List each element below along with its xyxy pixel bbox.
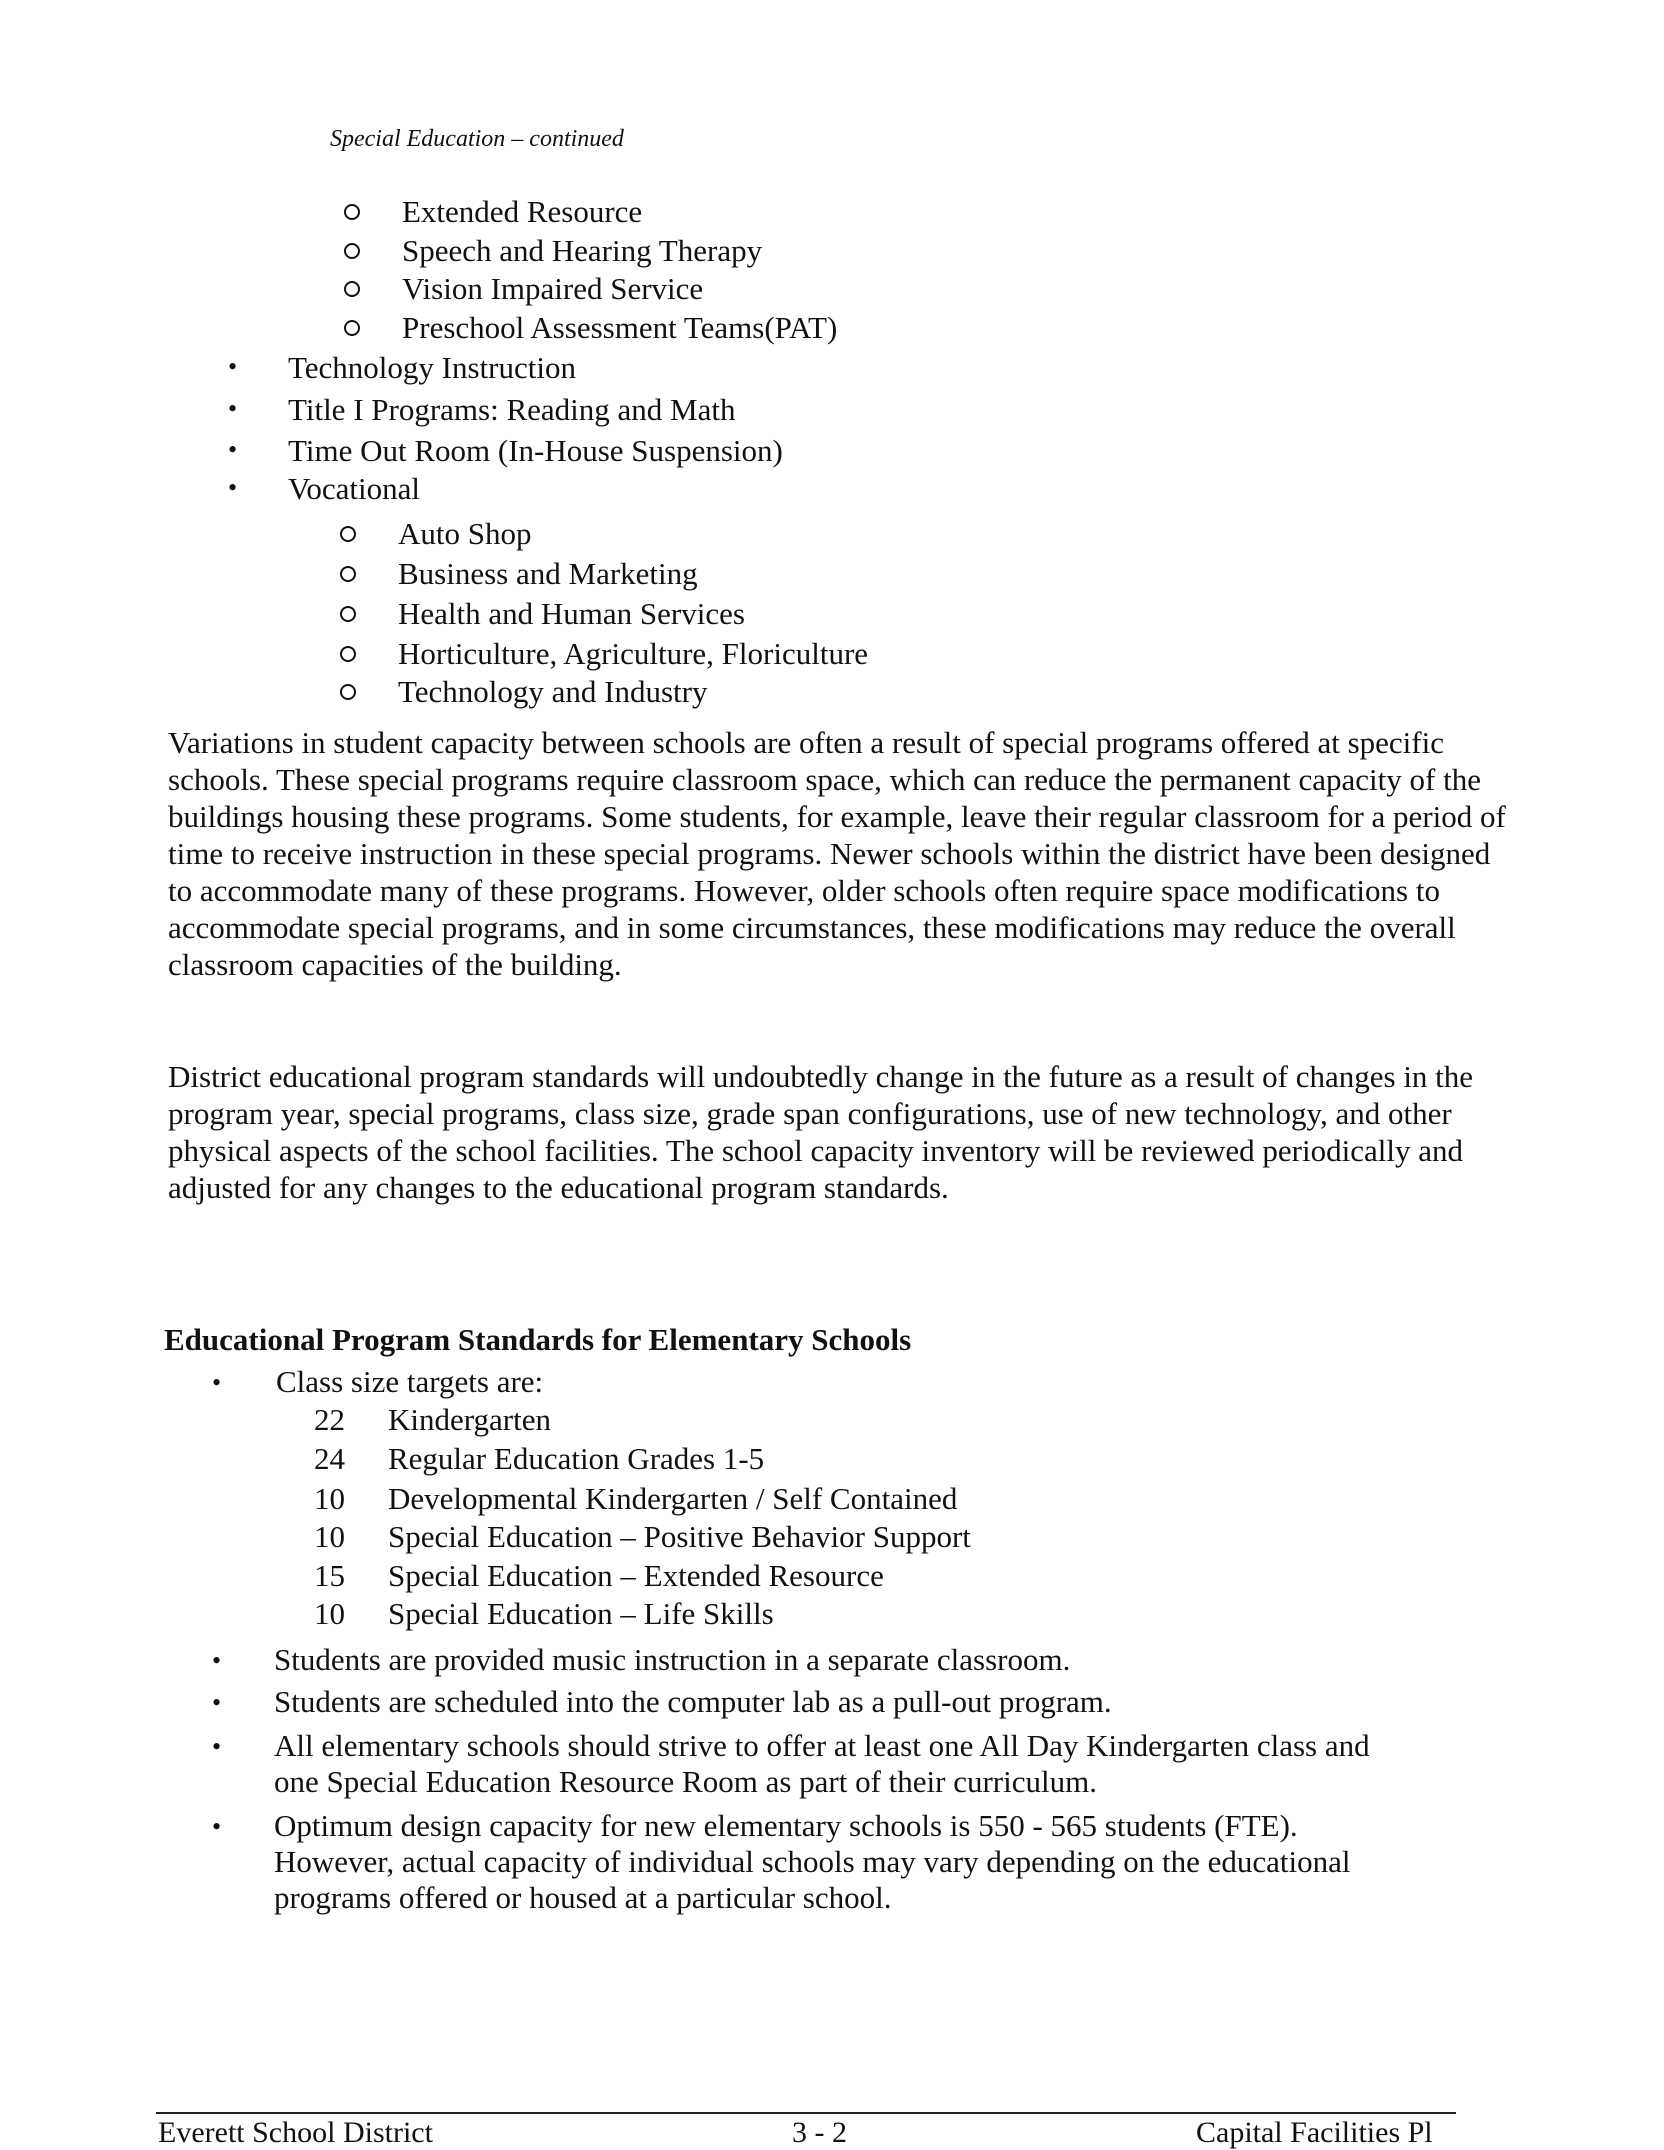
footer-district: Everett School District <box>158 2116 433 2149</box>
footer-page-number: 3 - 2 <box>792 2116 847 2149</box>
continued-header: Special Education – continued <box>330 126 624 152</box>
bullet-icon: • <box>228 394 238 423</box>
section-heading: Educational Program Standards for Elementary Schools <box>164 1322 912 1357</box>
list-item: Extended Resource <box>402 194 643 229</box>
list-item: Auto Shop <box>398 516 532 551</box>
circle-bullet-icon <box>340 606 356 622</box>
class-size-label: Special Education – Positive Behavior Support <box>388 1519 971 1554</box>
bullet-icon: • <box>212 1646 222 1675</box>
list-item: Students are provided music instruction in a separate classroom. <box>274 1642 1071 1677</box>
list-item: Vocational <box>288 471 421 506</box>
class-size-label: Developmental Kindergarten / Self Contained <box>388 1481 958 1516</box>
list-item: Title I Programs: Reading and Math <box>288 392 736 427</box>
paragraph-program-standards: District educational program standards will undoubtedly change in the future as a result of changes in the program year, special programs, class size, grade span configurations, use of new technology, and other physical aspects of the school facilities. The school capacity inventory will be reviewed periodically and adjusted for any changes to the educational program standards. <box>168 1059 1474 1205</box>
class-size-number: 24 <box>314 1441 345 1476</box>
bullet-icon: • <box>212 1812 222 1841</box>
class-size-label: Special Education – Life Skills <box>388 1596 774 1631</box>
class-size-label: Special Education – Extended Resource <box>388 1558 884 1593</box>
list-item-continuation: programs offered or housed at a particular school. <box>274 1880 892 1915</box>
list-item: Technology Instruction <box>288 350 576 385</box>
bullet-icon: • <box>228 352 238 381</box>
bullet-icon: • <box>212 1732 222 1761</box>
class-size-number: 10 <box>314 1481 345 1516</box>
class-size-number: 10 <box>314 1596 345 1631</box>
circle-bullet-icon <box>340 566 356 582</box>
list-item-continuation: one Special Education Resource Room as part of their curriculum. <box>274 1764 1097 1799</box>
circle-bullet-icon <box>344 204 360 220</box>
footer-document-title: Capital Facilities Pl <box>1196 2116 1433 2149</box>
list-item: All elementary schools should strive to offer at least one All Day Kindergarten class and <box>274 1728 1370 1763</box>
list-item: Vision Impaired Service <box>402 271 704 306</box>
list-item-continuation: However, actual capacity of individual schools may vary depending on the educational <box>274 1844 1351 1879</box>
circle-bullet-icon <box>340 526 356 542</box>
list-item: Students are scheduled into the computer lab as a pull-out program. <box>274 1684 1112 1719</box>
list-item: Optimum design capacity for new elementary schools is 550 - 565 students (FTE). <box>274 1808 1298 1843</box>
class-size-number: 15 <box>314 1558 345 1593</box>
list-item: Business and Marketing <box>398 556 698 591</box>
footer-rule <box>156 2112 1456 2114</box>
class-size-label: Regular Education Grades 1-5 <box>388 1441 765 1476</box>
class-size-label: Kindergarten <box>388 1402 551 1437</box>
circle-bullet-icon <box>344 320 360 336</box>
circle-bullet-icon <box>344 281 360 297</box>
bullet-icon: • <box>212 1368 222 1397</box>
list-item: Time Out Room (In-House Suspension) <box>288 433 783 468</box>
list-item: Technology and Industry <box>398 674 708 709</box>
list-item: Horticulture, Agriculture, Floriculture <box>398 636 869 671</box>
bullet-icon: • <box>228 473 238 502</box>
bullet-icon: • <box>228 435 238 464</box>
list-item: Health and Human Services <box>398 596 745 631</box>
paragraph-capacity-variations: Variations in student capacity between schools are often a result of special programs offered at specific schools. These special programs require classroom space, which can reduce the permanent capacity of the buildings housing these programs. Some students, for example, leave their regular classroom for a period of time to receive instruction in these special programs. Newer schools within the district have been designed to accommodate many of these programs. However, older schools often require space modifications to accommodate special programs, and in some circumstances, these modifications may reduce the overall classroom capacities of the building. <box>168 725 1506 982</box>
list-item: Class size targets are: <box>276 1364 544 1399</box>
circle-bullet-icon <box>340 646 356 662</box>
class-size-number: 22 <box>314 1402 345 1437</box>
circle-bullet-icon <box>344 243 360 259</box>
circle-bullet-icon <box>340 684 356 700</box>
class-size-number: 10 <box>314 1519 345 1554</box>
list-item: Preschool Assessment Teams(PAT) <box>402 310 838 345</box>
bullet-icon: • <box>212 1688 222 1717</box>
list-item: Speech and Hearing Therapy <box>402 233 763 268</box>
